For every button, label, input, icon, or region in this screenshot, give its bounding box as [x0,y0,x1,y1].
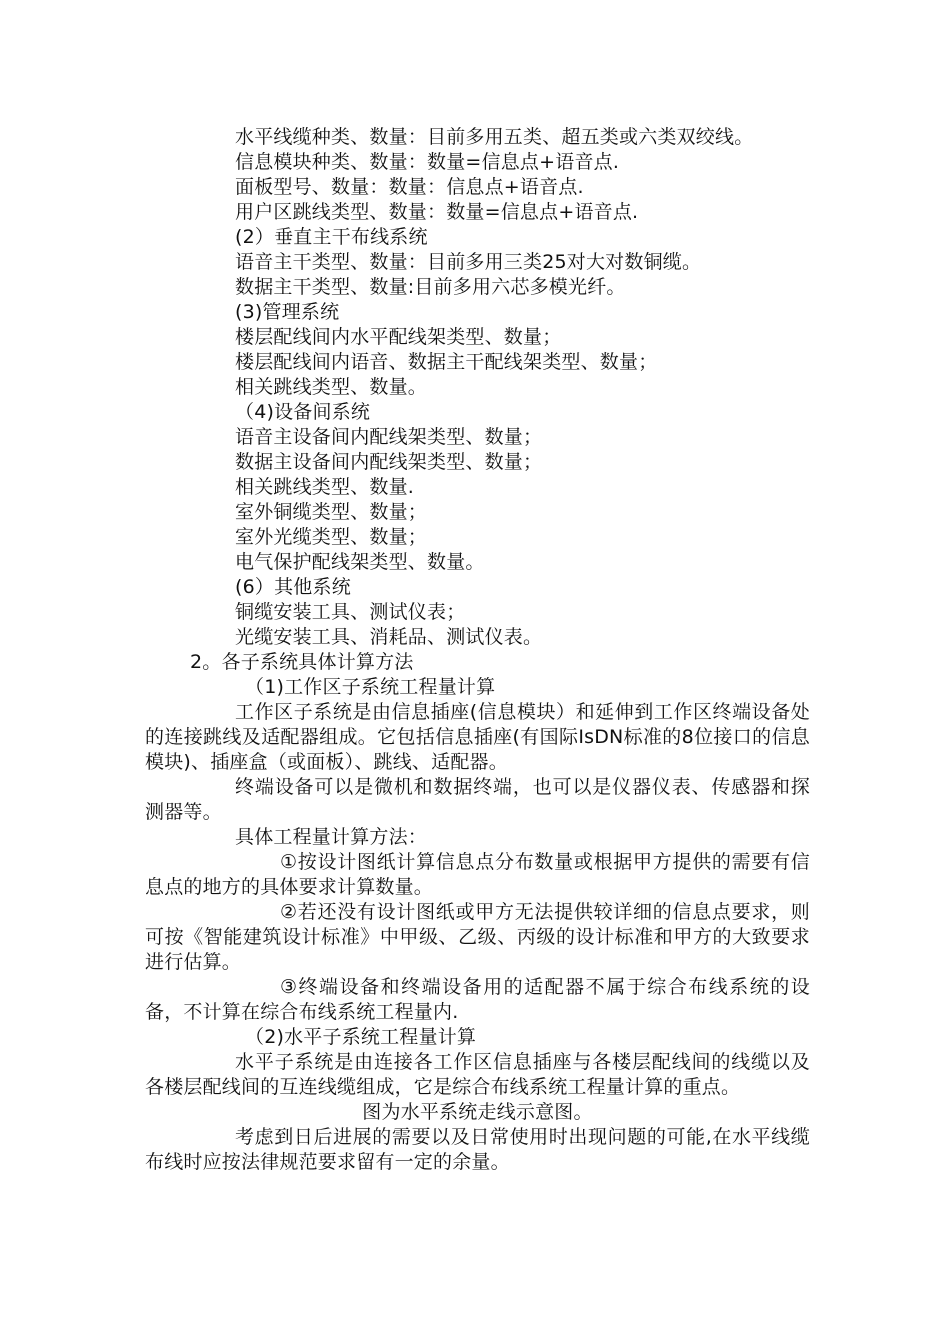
section-heading: （4)设备间系统 [235,401,371,423]
paragraph: 电气保护配线架类型、数量。 [235,551,485,573]
paragraph: 楼层配线间内水平配线架类型、数量； [235,326,562,348]
subsection-heading: （1)工作区子系统工程量计算 [245,676,496,698]
paragraph: 信息模块种类、数量：数量=信息点+语音点. [235,151,620,173]
paragraph: 具体工程量计算方法： [235,826,428,848]
list-item: ②若还没有设计图纸或甲方无法提供较详细的信息点要求，则可按《智能建筑设计标准》中甲级、乙级、丙级的设计标准和甲方的大致要求进行估算。 [145,901,810,973]
list-item: ③终端设备和终端设备用的适配器不属于综合布线系统的设备，不计算在综合布线系统工程量内. [145,976,810,1023]
section-heading: (6）其他系统 [235,576,351,598]
paragraph: 语音主干类型、数量：目前多用三类25对大对数铜缆。 [235,251,702,273]
paragraph: 工作区子系统是由信息插座(信息模块）和延伸到工作区终端设备处的连接跳线及适配器组成。它包括信息插座(有国际IsDN标准的8位接口的信息模块)、插座盒（或面板）、跳线、适配器。 [145,701,810,773]
paragraph: 相关跳线类型、数量. [235,476,415,498]
paragraph: 水平线缆种类、数量：目前多用五类、超五类或六类双绞线。 [235,126,754,148]
paragraph: 数据主设备间内配线架类型、数量； [235,451,543,473]
paragraph: 终端设备可以是微机和数据终端，也可以是仪器仪表、传感器和探测器等。 [145,776,810,823]
paragraph: 室外光缆类型、数量； [235,526,428,548]
list-item: ①按设计图纸计算信息点分布数量或根据甲方提供的需要有信息点的地方的具体要求计算数量。 [145,851,810,898]
section-heading: (3)管理系统 [235,301,340,323]
paragraph: 楼层配线间内语音、数据主干配线架类型、数量； [235,351,658,373]
paragraph: 语音主设备间内配线架类型、数量； [235,426,543,448]
figure-caption: 图为水平系统走线示意图。 [362,1101,593,1123]
paragraph: 面板型号、数量：数量：信息点+语音点. [235,176,584,198]
section-heading: (2）垂直主干布线系统 [235,226,428,248]
paragraph: 相关跳线类型、数量。 [235,376,428,398]
subsection-heading: （2)水平子系统工程量计算 [245,1026,477,1048]
document-body [145,125,810,1175]
paragraph: 室外铜缆类型、数量； [235,501,428,523]
paragraph: 考虑到日后进展的需要以及日常使用时出现问题的可能,在水平线缆布线时应按法律规范要求留有一定的余量。 [145,1126,810,1173]
section-heading: 2。各子系统具体计算方法 [190,651,414,673]
paragraph: 用户区跳线类型、数量：数量=信息点+语音点. [235,201,639,223]
paragraph: 水平子系统是由连接各工作区信息插座与各楼层配线间的线缆以及各楼层配线间的互连线缆组成，它是综合布线系统工程量计算的重点。 [145,1051,810,1098]
paragraph: 光缆安装工具、消耗品、测试仪表。 [235,626,543,648]
paragraph: 铜缆安装工具、测试仪表； [235,601,466,623]
paragraph: 数据主干类型、数量:目前多用六芯多模光纤。 [235,276,626,298]
